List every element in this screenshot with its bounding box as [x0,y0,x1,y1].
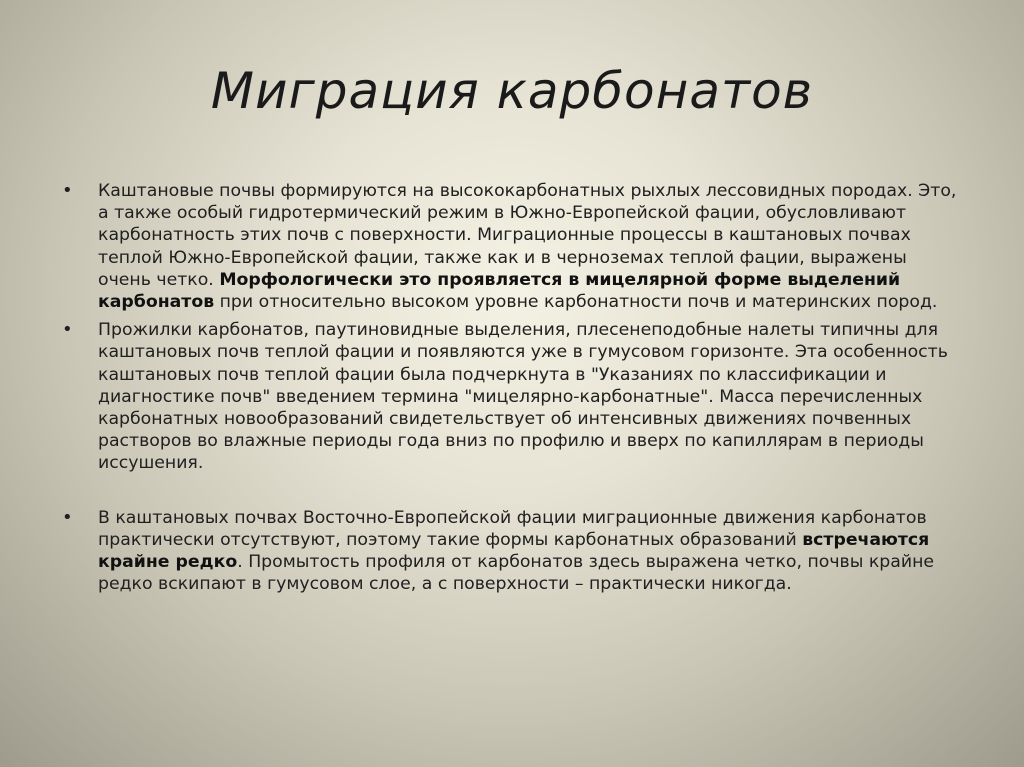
bullet-text-part: при относительно высоком уровне карбонатности почв и материнских пород. [214,292,938,313]
bullet-item [62,319,962,474]
bullet-text-part: В каштановых почвах Восточно-Европейской фации миграционные движения карбонатов практически отсутствуют, поэтому такие формы карбонатных образований [98,507,927,550]
bullet-item [62,180,962,313]
bullet-text-part: Каштановые почвы формируются на высококарбонатных рыхлых лессовидных породах. Это, а также особый гидротермический режим в Южно-Европейской фации, обусловливают карбонатность этих почв с поверхности. Миграционные процессы в каштановых почвах теплой Южно-Европейской фации, также как и в черноземах теплой фации, выражены очень четко. [98,181,957,290]
bullet-text [98,508,934,595]
bullet-bold-text: встречаются крайне редко [98,529,930,573]
bullet-bold-text: Морфологически это проявляется в мицелярной форме выделений карбонатов [98,269,901,313]
bullet-item [62,507,962,596]
bullet-text [98,181,956,312]
slide-title: Миграция карбонатов [210,62,814,120]
bullet-point-icon: • [62,180,73,201]
bullet-point-icon: • [62,319,73,341]
bullet-list [62,180,962,595]
bullet-text-part: . Промытость профиля от карбонатов здесь выражена четко, почвы крайне редко вскипают в гумусовом слое, а с поверхности – практически никогда. [98,552,935,595]
bullet-point-icon: • [62,506,73,528]
bullet-text: Прожилки карбонатов, паутиновидные выделения, плесенеподобные налеты типичны для каштановых почв теплой фации и появляются уже в гумусовом горизонте. Эта особенность каштановых почв теплой фации была подчеркнута в "Указаниях по классификации и диагностике почв" введением термина "мицелярно-карбонатные". Масса перечисленных карбонатных новообразований свидетельствует об интенсивных движениях почвенных растворов во влажные периоды года вниз по профилю и вверх по капиллярам в периоды иссушения. [98,320,948,474]
